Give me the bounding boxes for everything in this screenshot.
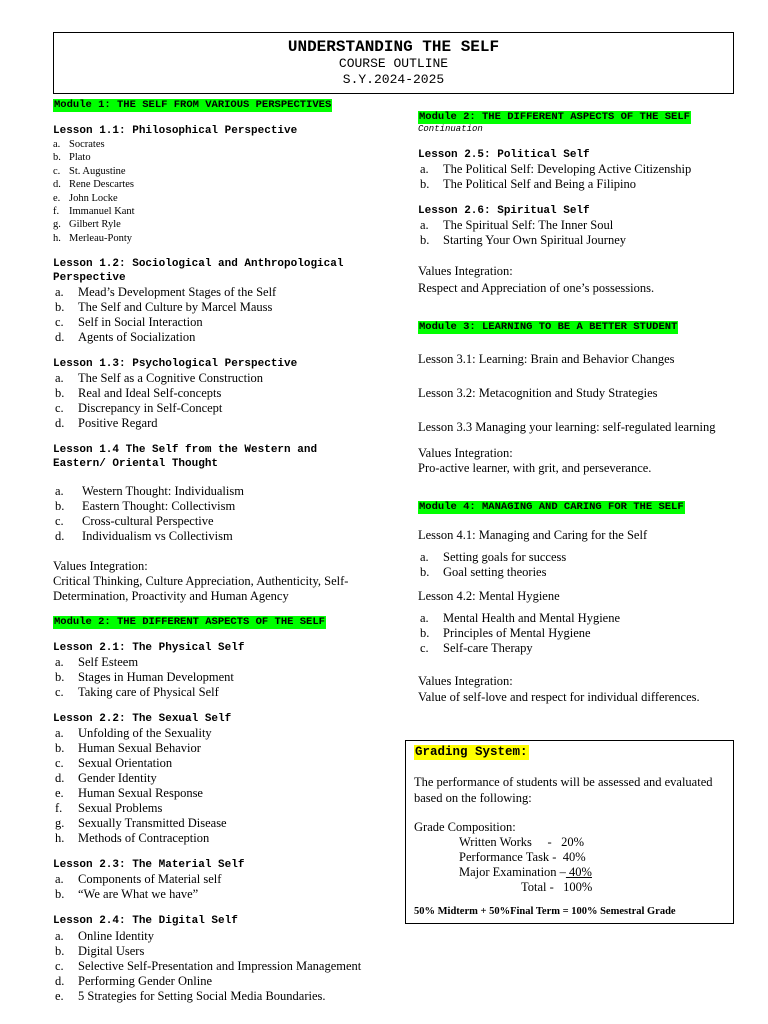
values-text-line1: Critical Thinking, Culture Appreciation, Authenticity, Self-	[53, 574, 349, 588]
values-label: Values Integration:	[53, 559, 148, 573]
list-item	[53, 315, 276, 330]
list-marker: a.	[55, 655, 64, 669]
list-marker: c.	[53, 165, 61, 177]
list-item	[53, 138, 135, 151]
list-marker: c.	[55, 959, 64, 973]
list-marker: e.	[53, 192, 61, 204]
lesson-4-2-title: Lesson 4.2: Mental Hygiene	[418, 589, 560, 603]
list-item-text: The Self as a Cognitive Construction	[78, 371, 264, 385]
lesson-2-1-list	[53, 655, 234, 700]
values-label: Values Integration:	[418, 446, 513, 460]
list-item	[53, 386, 263, 401]
list-item	[418, 641, 620, 656]
grade-composition-label: Grade Composition:	[414, 820, 516, 834]
page-title: UNDERSTANDING THE SELF	[287, 38, 500, 56]
module-2-heading: Module 2: THE DIFFERENT ASPECTS OF THE SELF	[54, 616, 325, 628]
list-item-text: Immanuel Kant	[69, 206, 135, 218]
lesson-4-1-list	[418, 550, 566, 580]
list-item	[418, 550, 566, 565]
list-item	[53, 786, 227, 801]
list-item-text: Plato	[69, 152, 91, 164]
lesson-2-1-title: Lesson 2.1: The Physical Self	[53, 642, 245, 654]
list-marker: g.	[53, 219, 61, 231]
list-item-text: Human Sexual Response	[78, 786, 203, 800]
list-item-text: Agents of Socialization	[78, 330, 196, 344]
list-item	[53, 771, 227, 786]
list-item	[53, 484, 244, 499]
list-marker: a.	[420, 218, 429, 232]
list-item-text: Human Sexual Behavior	[78, 741, 201, 755]
list-marker: a.	[420, 162, 429, 176]
list-item	[418, 218, 626, 233]
list-item	[53, 178, 135, 191]
list-item-text: Mental Health and Mental Hygiene	[443, 611, 621, 625]
list-item	[53, 726, 227, 741]
list-item	[53, 529, 244, 544]
list-item-text: Merleau-Ponty	[69, 232, 132, 244]
list-item-text: Components of Material self	[78, 872, 222, 886]
title-box	[53, 32, 734, 94]
lesson-3-3: Lesson 3.3 Managing your learning: self-regulated learning	[418, 420, 716, 434]
list-item	[53, 330, 276, 345]
list-marker: g.	[55, 816, 65, 830]
list-marker: e.	[55, 786, 64, 800]
list-item-text: Individualism vs Collectivism	[82, 529, 233, 543]
major-exam-row	[459, 865, 592, 880]
list-marker: f.	[53, 206, 60, 218]
lesson-1-4-list	[53, 484, 244, 544]
list-item	[53, 401, 263, 416]
list-item-text: Mead’s Development Stages of the Self	[78, 285, 277, 299]
values-label: Values Integration:	[418, 674, 513, 688]
lesson-4-2-list	[418, 611, 620, 656]
lesson-2-5-list	[418, 162, 691, 192]
semestral-grade-formula: 50% Midterm + 50%Final Term = 100% Semestral Grade	[414, 906, 676, 917]
list-item-text: Taking care of Physical Self	[78, 685, 219, 699]
list-item	[53, 887, 221, 902]
list-marker: h.	[55, 831, 65, 845]
list-marker: c.	[55, 514, 64, 528]
list-item-text: Selective Self-Presentation and Impression Management	[78, 959, 362, 973]
list-item	[418, 177, 691, 192]
list-item-text: Methods of Contraception	[78, 831, 210, 845]
list-item-text: Discrepancy in Self-Concept	[78, 401, 223, 415]
list-marker: a.	[55, 872, 64, 886]
list-marker: c.	[55, 315, 64, 329]
list-item	[53, 514, 244, 529]
list-item-text: Stages in Human Development	[78, 670, 234, 684]
list-item-text: St. Augustine	[69, 165, 126, 177]
lesson-2-3-title: Lesson 2.3: The Material Self	[53, 859, 245, 871]
lesson-1-3-title: Lesson 1.3: Psychological Perspective	[53, 358, 298, 370]
list-item-text: Rene Descartes	[69, 179, 135, 191]
values-text: Pro-active learner, with grit, and perseverance.	[418, 461, 652, 475]
list-item	[53, 232, 135, 245]
list-item	[53, 285, 276, 300]
list-item	[53, 371, 263, 386]
list-item	[53, 165, 135, 178]
list-marker: b.	[53, 152, 61, 164]
list-marker: a.	[55, 285, 64, 299]
lesson-2-6-title: Lesson 2.6: Spiritual Self	[418, 205, 590, 217]
lesson-1-2-title-line2: Perspective	[53, 272, 126, 284]
list-item	[418, 233, 626, 248]
list-item	[418, 626, 620, 641]
list-item-text: John Locke	[69, 192, 118, 204]
list-item-text: 5 Strategies for Setting Social Media Boundaries.	[78, 989, 326, 1003]
list-marker: a.	[55, 371, 64, 385]
major-exam-value: 40%	[565, 865, 592, 879]
values-text: Value of self-love and respect for individual differences.	[418, 690, 700, 704]
list-marker: c.	[55, 401, 64, 415]
list-item-text: Sexually Transmitted Disease	[78, 816, 227, 830]
list-item-text: Setting goals for success	[443, 550, 567, 564]
lesson-2-4-title: Lesson 2.4: The Digital Self	[53, 915, 238, 927]
list-item-text: “We are What we have”	[78, 887, 199, 901]
list-marker: b.	[55, 499, 65, 513]
lesson-2-4-list	[53, 929, 361, 1004]
list-item	[53, 416, 263, 431]
list-marker: h.	[53, 232, 61, 244]
list-item	[53, 929, 361, 944]
module-4-heading: Module 4: MANAGING AND CARING FOR THE SELF	[419, 501, 684, 513]
written-works-row: Written Works - 20%	[459, 835, 584, 849]
list-marker: b.	[55, 887, 65, 901]
list-item	[418, 611, 620, 626]
grading-system-box	[405, 740, 734, 924]
list-marker: b.	[420, 626, 430, 640]
grading-intro-line2: based on the following:	[414, 791, 532, 805]
page-subtitle: COURSE OUTLINE	[338, 56, 449, 71]
module-3-heading: Module 3: LEARNING TO BE A BETTER STUDENT	[419, 321, 678, 333]
list-marker: c.	[420, 641, 429, 655]
list-marker: d.	[55, 529, 65, 543]
list-item-text: Eastern Thought: Collectivism	[82, 499, 236, 513]
list-item-text: Starting Your Own Spiritual Journey	[443, 233, 626, 247]
list-marker: d.	[55, 416, 65, 430]
values-label: Values Integration:	[418, 264, 513, 278]
list-marker: b.	[55, 386, 65, 400]
list-item-text: Goal setting theories	[443, 565, 547, 579]
lesson-1-1-title: Lesson 1.1: Philosophical Perspective	[53, 125, 298, 137]
list-item-text: The Political Self: Developing Active Citizenship	[443, 162, 692, 176]
list-item	[53, 741, 227, 756]
list-item-text: Self in Social Interaction	[78, 315, 203, 329]
list-marker: b.	[420, 565, 430, 579]
list-marker: b.	[55, 741, 65, 755]
major-exam-label: Major Examination –	[459, 865, 566, 879]
list-item	[53, 192, 135, 205]
lesson-1-1-list	[53, 138, 135, 245]
school-year: S.Y.2024-2025	[342, 72, 445, 87]
list-marker: b.	[55, 670, 65, 684]
list-marker: a.	[420, 611, 429, 625]
list-item	[53, 300, 276, 315]
list-item-text: Sexual Orientation	[78, 756, 173, 770]
list-item	[53, 944, 361, 959]
module-2-continued-heading: Module 2: THE DIFFERENT ASPECTS OF THE SELF	[419, 111, 690, 123]
list-item	[53, 756, 227, 771]
list-marker: a.	[55, 726, 64, 740]
list-item	[53, 816, 227, 831]
lesson-1-4-title-line2: Eastern/ Oriental Thought	[53, 458, 219, 470]
list-item-text: Unfolding of the Sexuality	[78, 726, 212, 740]
lesson-2-6-list	[418, 218, 626, 248]
list-marker: a.	[420, 550, 429, 564]
list-item-text: The Political Self and Being a Filipino	[443, 177, 637, 191]
list-item	[53, 831, 227, 846]
list-item-text: Cross-cultural Perspective	[82, 514, 214, 528]
list-item-text: The Self and Culture by Marcel Mauss	[78, 300, 273, 314]
list-item	[418, 162, 691, 177]
list-item	[53, 218, 135, 231]
list-marker: a.	[55, 929, 64, 943]
lesson-2-3-list	[53, 872, 221, 902]
grading-title: Grading System:	[415, 745, 528, 759]
lesson-2-2-list	[53, 726, 227, 846]
lesson-2-5-title: Lesson 2.5: Political Self	[418, 149, 590, 161]
list-marker: f.	[55, 801, 63, 815]
list-item	[53, 801, 227, 816]
list-item-text: Digital Users	[78, 944, 145, 958]
list-item	[53, 872, 221, 887]
list-item-text: Socrates	[69, 139, 105, 150]
lesson-1-2-title-line1: Lesson 1.2: Sociological and Anthropological	[53, 258, 344, 270]
list-marker: c.	[55, 685, 64, 699]
list-item-text: Western Thought: Individualism	[82, 484, 244, 498]
lesson-4-1-title: Lesson 4.1: Managing and Caring for the Self	[418, 528, 648, 542]
list-item-text: The Spiritual Self: The Inner Soul	[443, 218, 614, 232]
list-item-text: Self-care Therapy	[443, 641, 533, 655]
performance-task-row: Performance Task - 40%	[459, 850, 586, 864]
list-item-text: Principles of Mental Hygiene	[443, 626, 591, 640]
lesson-2-2-title: Lesson 2.2: The Sexual Self	[53, 713, 232, 725]
list-item-text: Sexual Problems	[78, 801, 163, 815]
module-1-heading: Module 1: THE SELF FROM VARIOUS PERSPECTIVES	[54, 99, 332, 111]
values-text-line2: Determination, Proactivity and Human Agency	[53, 589, 289, 603]
lesson-1-3-list	[53, 371, 263, 431]
list-marker: d.	[53, 179, 61, 191]
list-item	[53, 959, 361, 974]
lesson-3-1: Lesson 3.1: Learning: Brain and Behavior Changes	[418, 352, 675, 366]
list-item-text: Performing Gender Online	[78, 974, 212, 988]
list-marker: a.	[55, 484, 64, 498]
grading-intro-line1: The performance of students will be assessed and evaluated	[414, 775, 713, 789]
list-marker: b.	[55, 300, 65, 314]
lesson-3-2: Lesson 3.2: Metacognition and Study Strategies	[418, 386, 658, 400]
list-marker: d.	[55, 330, 65, 344]
list-item	[53, 655, 234, 670]
list-marker: d.	[55, 771, 65, 785]
lesson-1-4-title-line1: Lesson 1.4 The Self from the Western and	[53, 444, 318, 456]
list-marker: e.	[55, 989, 64, 1003]
list-item	[53, 205, 135, 218]
total-row: Total - 100%	[521, 880, 593, 894]
list-marker: d.	[55, 974, 65, 988]
list-item-text: Real and Ideal Self-concepts	[78, 386, 222, 400]
list-marker: b.	[420, 177, 430, 191]
list-marker: b.	[420, 233, 430, 247]
continuation-note: Continuation	[418, 124, 483, 134]
list-item	[53, 670, 234, 685]
list-item-text: Gender Identity	[78, 771, 157, 785]
list-marker: c.	[55, 756, 64, 770]
list-item	[418, 565, 566, 580]
list-marker: a.	[53, 139, 61, 150]
list-item-text: Self Esteem	[78, 655, 139, 669]
list-item	[53, 151, 135, 164]
list-item-text: Gilbert Ryle	[69, 219, 121, 231]
list-marker: b.	[55, 944, 65, 958]
list-item-text: Online Identity	[78, 929, 155, 943]
list-item	[53, 685, 234, 700]
values-text: Respect and Appreciation of one’s possessions.	[418, 281, 655, 295]
list-item	[53, 499, 244, 514]
list-item-text: Positive Regard	[78, 416, 158, 430]
list-item	[53, 974, 361, 989]
lesson-1-2-list	[53, 285, 276, 345]
list-item	[53, 989, 361, 1004]
